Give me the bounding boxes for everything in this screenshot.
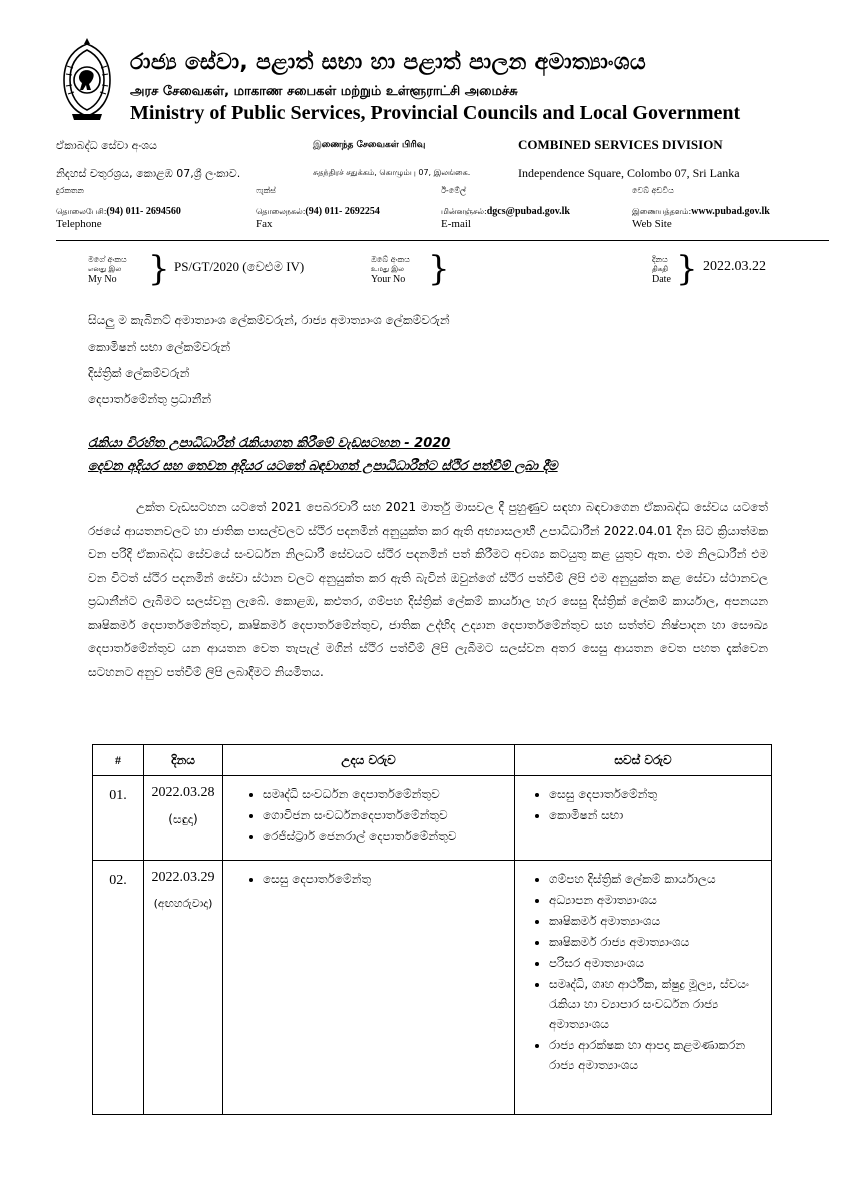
letter-date: 2022.03.22 xyxy=(703,259,766,274)
my-no-brace: } xyxy=(148,249,170,289)
list-item: • ගොවිජන සංවර්ධනදෙපාර්තමේන්තුව xyxy=(263,805,510,825)
your-no-label-ta: உமது இல xyxy=(371,265,404,273)
list-item: • අධ්‍යාපන අමාත්‍යාංශය xyxy=(549,890,767,910)
sri-lanka-emblem-icon xyxy=(56,38,118,122)
row-number: 01. xyxy=(93,776,144,861)
column-header-date: දිනය xyxy=(144,745,223,776)
list-item: • පරිසර අමාත්‍යාංශය xyxy=(549,953,767,973)
website-label-en: Web Site xyxy=(632,218,672,230)
telephone-label-si: දුරකතන xyxy=(56,186,84,195)
subject-line-1: රැකියා විරහිත උපාධිධාරීන් රැකියාගත කිරීමේ වැඩසටහන - 2020 xyxy=(88,436,451,451)
date-label-si: දිනය xyxy=(652,255,668,264)
telephone-label-en: Telephone xyxy=(56,218,102,230)
my-no-label-ta: எனது இல xyxy=(88,265,122,273)
recipient-line: දෙපාර්තමේන්තු ප්‍රධානීන් xyxy=(88,392,212,406)
contact-fax xyxy=(256,186,380,230)
list-item: • කොමිෂන් සභා xyxy=(549,805,767,825)
recipient-line: කොමිෂන් සභා ලේකම්වරුන් xyxy=(88,340,231,354)
fax-label-ta: தொலைநகல்: xyxy=(256,207,306,216)
my-no-value: PS/GT/2020 (වෙළුම IV) xyxy=(174,259,305,274)
contact-website xyxy=(632,186,770,230)
row-date: 2022.03.29 xyxy=(151,870,215,885)
evening-cell xyxy=(515,861,772,1115)
body-text: උක්ත වැඩසටහන යටතේ 2021 පෙබරවාරි සහ 2021 මාර්තු මාසවල දී පුහුණුව සඳහා බඳවාගෙන ඒකාබද්ධ සේවය යටතේ රජයේ ආයතනවලට හා ජාතික පාසල්වලට ස්ථිර පදනමින් අනුයුක්ත කර ඇති අභ්‍යාසලාභී උපාධිධාරීන් 2022.04.01 දින සිට ක්‍රියාත්මක වන පරිදි ඒකාබද්ධ සේවයේ සංවර්ධන නිලධාරී සේවයට ස්ථිර පදනමින් පත් කිරීමට අවශ්‍ය කටයුතු කළ යුතුව ඇත. එම නිලධාරීන් එම වන විටත් ස්ථිර පදනමින් සේවා ස්ථාන වලට අනුයුක්ත කර ඇති බැවින් ඔවුන්ගේ ස්ථිර පත්වීම් ලිපි එම අනුයුක්ත කළ සේවා ස්ථානවල ප්‍රධානීන්ට ලැබීමට සලස්වනු ලැබේ. කොළඹ, කළුතර, ගම්පහ දිස්ත්‍රික් ලේකම් කාර්යාල හැර සෙසු දිස්ත්‍රික් ලේකම් කාර්යාල, අපනයන කෘෂිකර්ම දෙපාර්තමේන්තුව, කෘෂිකර්ම දෙපාර්තමේන්තුව, ජාතික උද්භිද උද්‍යාන දෙපාර්තමේන්තුව සහ සත්ත්ව නිෂ්පාදන හා සෞඛ්‍ය දෙපාර්තමේන්තුව යන ආයතන වෙත තැපැල් මගින් ස්ථිර පත්වීම් ලිපි ලැබීමට සලස්වන අතර සෙසු ආයතන වෙත පහත දැක්වෙන සටහනට අනුව පත්වීම් ලිපි ලබාදීමට නියමිතය. xyxy=(88,500,768,679)
list-item: • කෘෂිකර්ම අමාත්‍යාංශය xyxy=(549,911,767,931)
email-label-en: E-mail xyxy=(441,218,471,230)
list-item: • රාජ්‍ය ආරක්ෂක හා ආපදා කළමණාකරන රාජ්‍ය අමාත්‍යාංශය xyxy=(549,1035,767,1075)
email-label-si: ඊ-මේල් xyxy=(441,186,467,195)
your-no-brace: } xyxy=(428,249,450,289)
row-date: 2022.03.28 xyxy=(151,785,215,800)
row-date-cell xyxy=(144,776,223,861)
my-no-label xyxy=(88,255,127,285)
ministry-title-sinhala: රාජ්‍ය සේවා, පළාත් සභා හා පළාත් පාලන අමාත්‍යාංශය xyxy=(130,50,646,75)
table-row xyxy=(93,776,772,861)
list-item: • සමෘද්ධි සංවර්ධන දෙපාර්තමේන්තුව xyxy=(263,784,510,804)
subject-line-2: දෙවන අදියර සහ තෙවන අදියර යටතේ බඳවාගත් උපාධිධාරීන්ට ස්ථිර පත්වීම් ලබා දීම xyxy=(88,459,558,474)
column-header-number: # xyxy=(93,745,144,776)
website-label-si: වෙබ් අඩවිය xyxy=(632,186,674,195)
date-label-en: Date xyxy=(652,274,671,285)
ministry-title-english: Ministry of Public Services, Provincial Councils and Local Government xyxy=(130,102,741,124)
row-day: (සඳුදා) xyxy=(168,812,198,826)
table-header-row xyxy=(93,745,772,776)
fax-label-en: Fax xyxy=(256,218,273,230)
email-label-ta: மின்னஞ்சல்: xyxy=(441,207,487,216)
fax-label-si: ෆැක්ස් xyxy=(256,186,276,195)
email-address: dgcs@pubad.gov.lk xyxy=(486,206,570,217)
website-url: www.pubad.gov.lk xyxy=(691,206,770,217)
row-number: 02. xyxy=(93,861,144,1115)
list-item: • සෙසු දෙපාර්තමේන්තු xyxy=(263,869,510,889)
website-label-ta: இணையத்தளம்: xyxy=(632,207,692,216)
morning-cell xyxy=(223,776,515,861)
telephone-number: (94) 011- 2694560 xyxy=(106,206,181,217)
recipient-line: දිස්ත්‍රික් ලේකම්වරුන් xyxy=(88,366,190,380)
division-sinhala: ඒකාබද්ධ සේවා අංශය xyxy=(56,139,157,152)
list-item: • ගම්පහ දිස්ත්‍රික් ලේකම් කාර්යාලය xyxy=(549,869,767,889)
list-item: • සෙසු දෙපාර්තමේන්තු xyxy=(549,784,767,804)
distribution-schedule-table xyxy=(92,744,772,1115)
division-tamil: இணைந்த சேவைகள் பிரிவு xyxy=(313,140,426,150)
my-no-label-si: මගේ අංකය xyxy=(88,255,127,264)
contact-email xyxy=(441,186,570,230)
telephone-label-ta: தொலைபேசி: xyxy=(56,207,107,216)
address-english: Independence Square, Colombo 07, Sri Lanka xyxy=(518,166,740,180)
recipient-line: සියලු ම කැබිනට් අමාත්‍යාංශ ලේකම්වරුන්, රාජ්‍ය අමාත්‍යාංශ ලේකම්වරුන් xyxy=(88,313,450,327)
my-no-label-en: My No xyxy=(88,274,117,285)
header-divider xyxy=(56,240,829,241)
date-label xyxy=(652,255,671,285)
your-no-label xyxy=(371,255,410,285)
evening-cell xyxy=(515,776,772,861)
column-header-morning: උදය වරුව xyxy=(223,745,515,776)
list-item: • රෙජිස්ට්‍රාර් ජෙනරාල් දෙපාර්තමේන්තුව xyxy=(263,826,510,846)
contact-telephone xyxy=(56,186,181,230)
body-paragraph xyxy=(88,496,768,684)
morning-cell xyxy=(223,861,515,1115)
list-item: • කෘෂිකර්ම රාජ්‍ය අමාත්‍යාංශය xyxy=(549,932,767,952)
date-brace: } xyxy=(676,249,698,289)
list-item: • සමෘද්ධි, ගෘහ ආර්ථික, ක්ෂුද්‍ර මූල්‍ය, ස්වයං රැකියා හා ව්‍යාපාර සංවර්ධන රාජ්‍ය අමාත්‍යාංශය xyxy=(549,974,767,1034)
column-header-evening: සවස් වරුව xyxy=(515,745,772,776)
address-tamil: சுதந்திரச் சதுக்கம், கொழும்பு 07, இலங்கை. xyxy=(313,168,471,177)
table-row xyxy=(93,861,772,1115)
ministry-title-tamil: அரச சேவைகள், மாகாண சபைகள் மற்றும் உள்ளூராட்சி அமைச்சு xyxy=(130,84,518,99)
row-date-cell xyxy=(144,861,223,1115)
fax-number: (94) 011- 2692254 xyxy=(305,206,380,217)
division-english: COMBINED SERVICES DIVISION xyxy=(518,137,723,152)
your-no-label-si: ඔබේ අංකය xyxy=(371,255,410,264)
date-label-ta: திகதி xyxy=(652,265,668,273)
row-day: (අඟහරුවාදා) xyxy=(153,897,213,910)
your-no-label-en: Your No xyxy=(371,274,406,285)
address-sinhala: නිදහස් චතුරශ්‍රය, කොළඹ 07,ශ්‍රී ලංකාව. xyxy=(56,167,241,180)
